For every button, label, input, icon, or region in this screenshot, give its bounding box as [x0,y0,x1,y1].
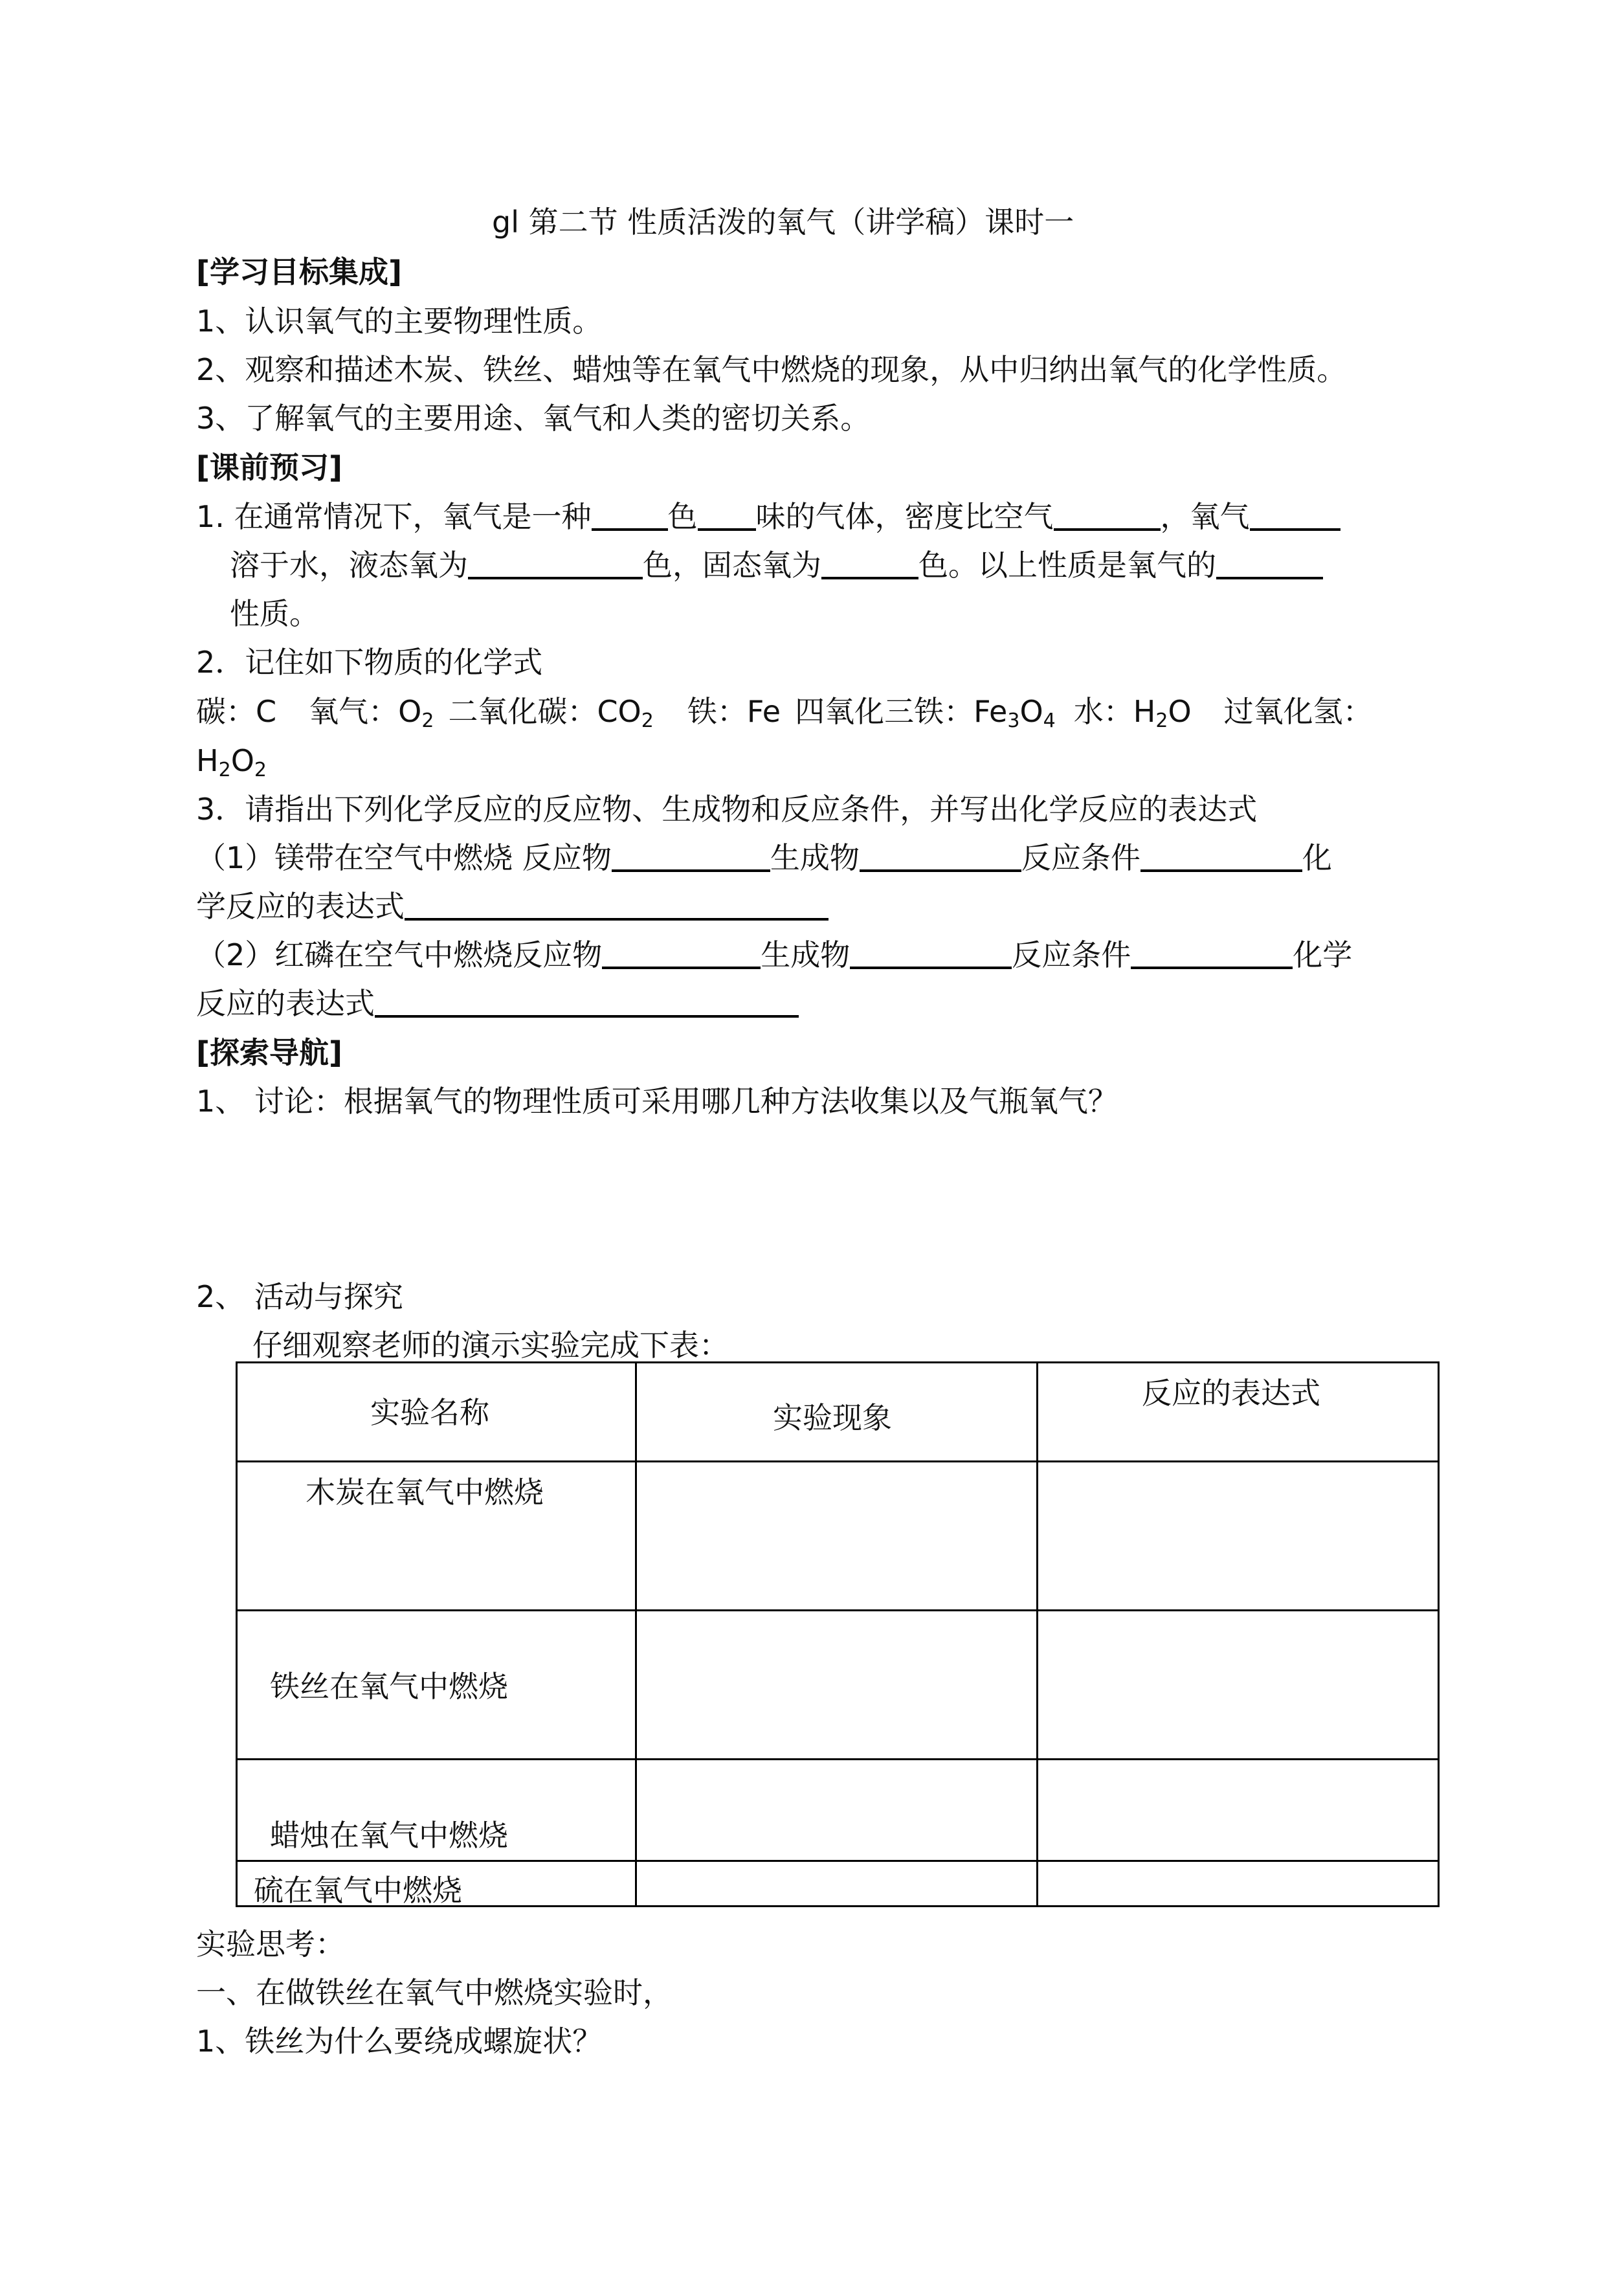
fill-blank[interactable] [1054,498,1161,531]
preview-q3-heading: 3．请指出下列化学反应的反应物、生成物和反应条件，并写出化学反应的表达式 [196,792,1258,827]
mg-tail: 化 [1302,840,1332,875]
p-reactant-label: （2）红磷在空气中燃烧反应物 [196,937,603,972]
answer-cell[interactable] [636,1462,1038,1611]
formula-co2: 二氧化碳：CO [448,694,641,729]
p-product-label: 生成物 [761,937,851,972]
q1-text-6: 色，固态氧为 [643,548,821,583]
mg-condition-label: 反应条件 [1021,840,1140,875]
preview-q1-line1 [196,498,1340,535]
fill-blank[interactable] [602,937,761,969]
q1-text-2: 色 [667,499,698,534]
formula-h2o2: $H_2O_2$ [196,743,267,781]
q1-text-1: 1. 在通常情况下，氧气是一种 [196,499,592,534]
row-sulfur: 硫在氧气中燃烧 [254,1873,462,1908]
table-header-cell [1038,1363,1439,1462]
objective-item-2: 2、观察和描述木炭、铁丝、蜡烛等在氧气中燃烧的现象，从中归纳出氧气的化学性质。 [196,352,1347,387]
fill-blank[interactable] [375,985,799,1018]
table-row-name [237,1611,636,1760]
page-title: gl 第二节 性质活泼的氧气（讲学稿）课时一 [492,205,1074,240]
table-row-name [237,1462,636,1611]
table-row-name [237,1861,636,1907]
fill-blank[interactable] [1250,498,1340,531]
q1-text-3: 味的气体，密度比空气 [755,499,1054,534]
reaction-p-line1 [196,937,1352,973]
mg-expression-label: 学反应的表达式 [196,889,405,924]
reaction-mg-line2 [196,888,829,924]
fill-blank[interactable] [698,498,756,531]
preview-q2-heading: 2．记住如下物质的化学式 [196,645,543,680]
mg-product-label: 生成物 [770,840,860,875]
preview-heading: [课前预习] [196,450,343,485]
explore-q2: 2、 活动与探究 [196,1279,403,1314]
row-charcoal: 木炭在氧气中燃烧 [306,1475,544,1510]
table-header-cell [237,1363,636,1462]
formula-carbon: 碳：C [196,694,277,729]
fill-blank[interactable] [612,840,770,872]
fill-blank[interactable] [1140,840,1302,872]
objective-item-1: 1、认识氧气的主要物理性质。 [196,304,603,339]
answer-cell[interactable] [636,1861,1038,1907]
answer-cell[interactable] [1038,1861,1439,1907]
row-iron: 铁丝在氧气中燃烧 [270,1669,508,1704]
answer-cell[interactable] [1038,1611,1439,1760]
fill-blank[interactable] [592,498,668,531]
table-header-cell [636,1363,1038,1462]
thinking-1: 一、在做铁丝在氧气中燃烧实验时， [196,1975,673,2010]
thinking-heading: 实验思考： [196,1927,345,1962]
preview-q1-line2 [230,547,1323,583]
explore-q2-sub: 仔细观察老师的演示实验完成下表： [252,1328,729,1363]
objective-item-3: 3、了解氧气的主要用途、氧气和人类的密切关系。 [196,401,871,436]
q1-text-8: 性质。 [230,596,319,631]
mg-reactant-label: （1）镁带在空气中燃烧 反应物 [196,840,612,875]
reaction-mg-line1 [196,840,1332,876]
p-tail: 化学 [1293,937,1353,972]
formula-h2o2-label: 过氧化氢： [1223,694,1373,729]
answer-cell[interactable] [1038,1462,1439,1611]
formula-fe3o4: 四氧化三铁：$Fe_3O_4$ [795,694,1056,732]
fill-blank[interactable] [860,840,1021,872]
formula-iron: 铁：Fe [687,694,781,729]
thinking-2: 1、铁丝为什么要绕成螺旋状？ [196,2024,603,2059]
header-expression: 反应的表达式 [1142,1376,1320,1411]
formula-list: 碳：C 氧气：$O_2$ 二氧化碳：$CO_2$ 铁：Fe 四氧化三铁：$Fe_3O_4$ 水：$H_2O$ 过氧化氢： [196,694,1373,732]
header-name: 实验名称 [370,1395,489,1430]
fill-blank[interactable] [850,937,1012,969]
fill-blank[interactable] [1131,937,1293,969]
table-row-name [237,1760,636,1861]
reaction-p-line2 [196,985,799,1022]
experiment-table [236,1361,1440,1907]
header-phenomenon: 实验现象 [773,1400,892,1435]
fill-blank[interactable] [1216,547,1323,579]
explore-q1: 1、 讨论：根据氧气的物理性质可采用哪几种方法收集以及气瓶氧气？ [196,1084,1118,1119]
q1-text-7: 色。以上性质是氧气的 [918,548,1216,583]
fill-blank[interactable] [468,547,643,579]
row-candle: 蜡烛在氧气中燃烧 [270,1818,508,1853]
answer-cell[interactable] [636,1760,1038,1861]
p-expression-label: 反应的表达式 [196,986,375,1021]
explore-heading: [探索导航] [196,1035,343,1070]
formula-water: 水：$H_2O$ [1073,694,1192,732]
objectives-heading: [学习目标集成] [196,254,403,289]
formula-oxygen: 氧气：O [309,694,422,729]
answer-cell[interactable] [1038,1760,1439,1861]
q1-text-5: 溶于水，液态氧为 [230,548,468,583]
p-condition-label: 反应条件 [1012,937,1131,972]
fill-blank[interactable] [821,547,918,579]
answer-cell[interactable] [636,1611,1038,1760]
q1-text-4: ，氧气 [1160,499,1250,534]
fill-blank[interactable] [405,888,829,921]
